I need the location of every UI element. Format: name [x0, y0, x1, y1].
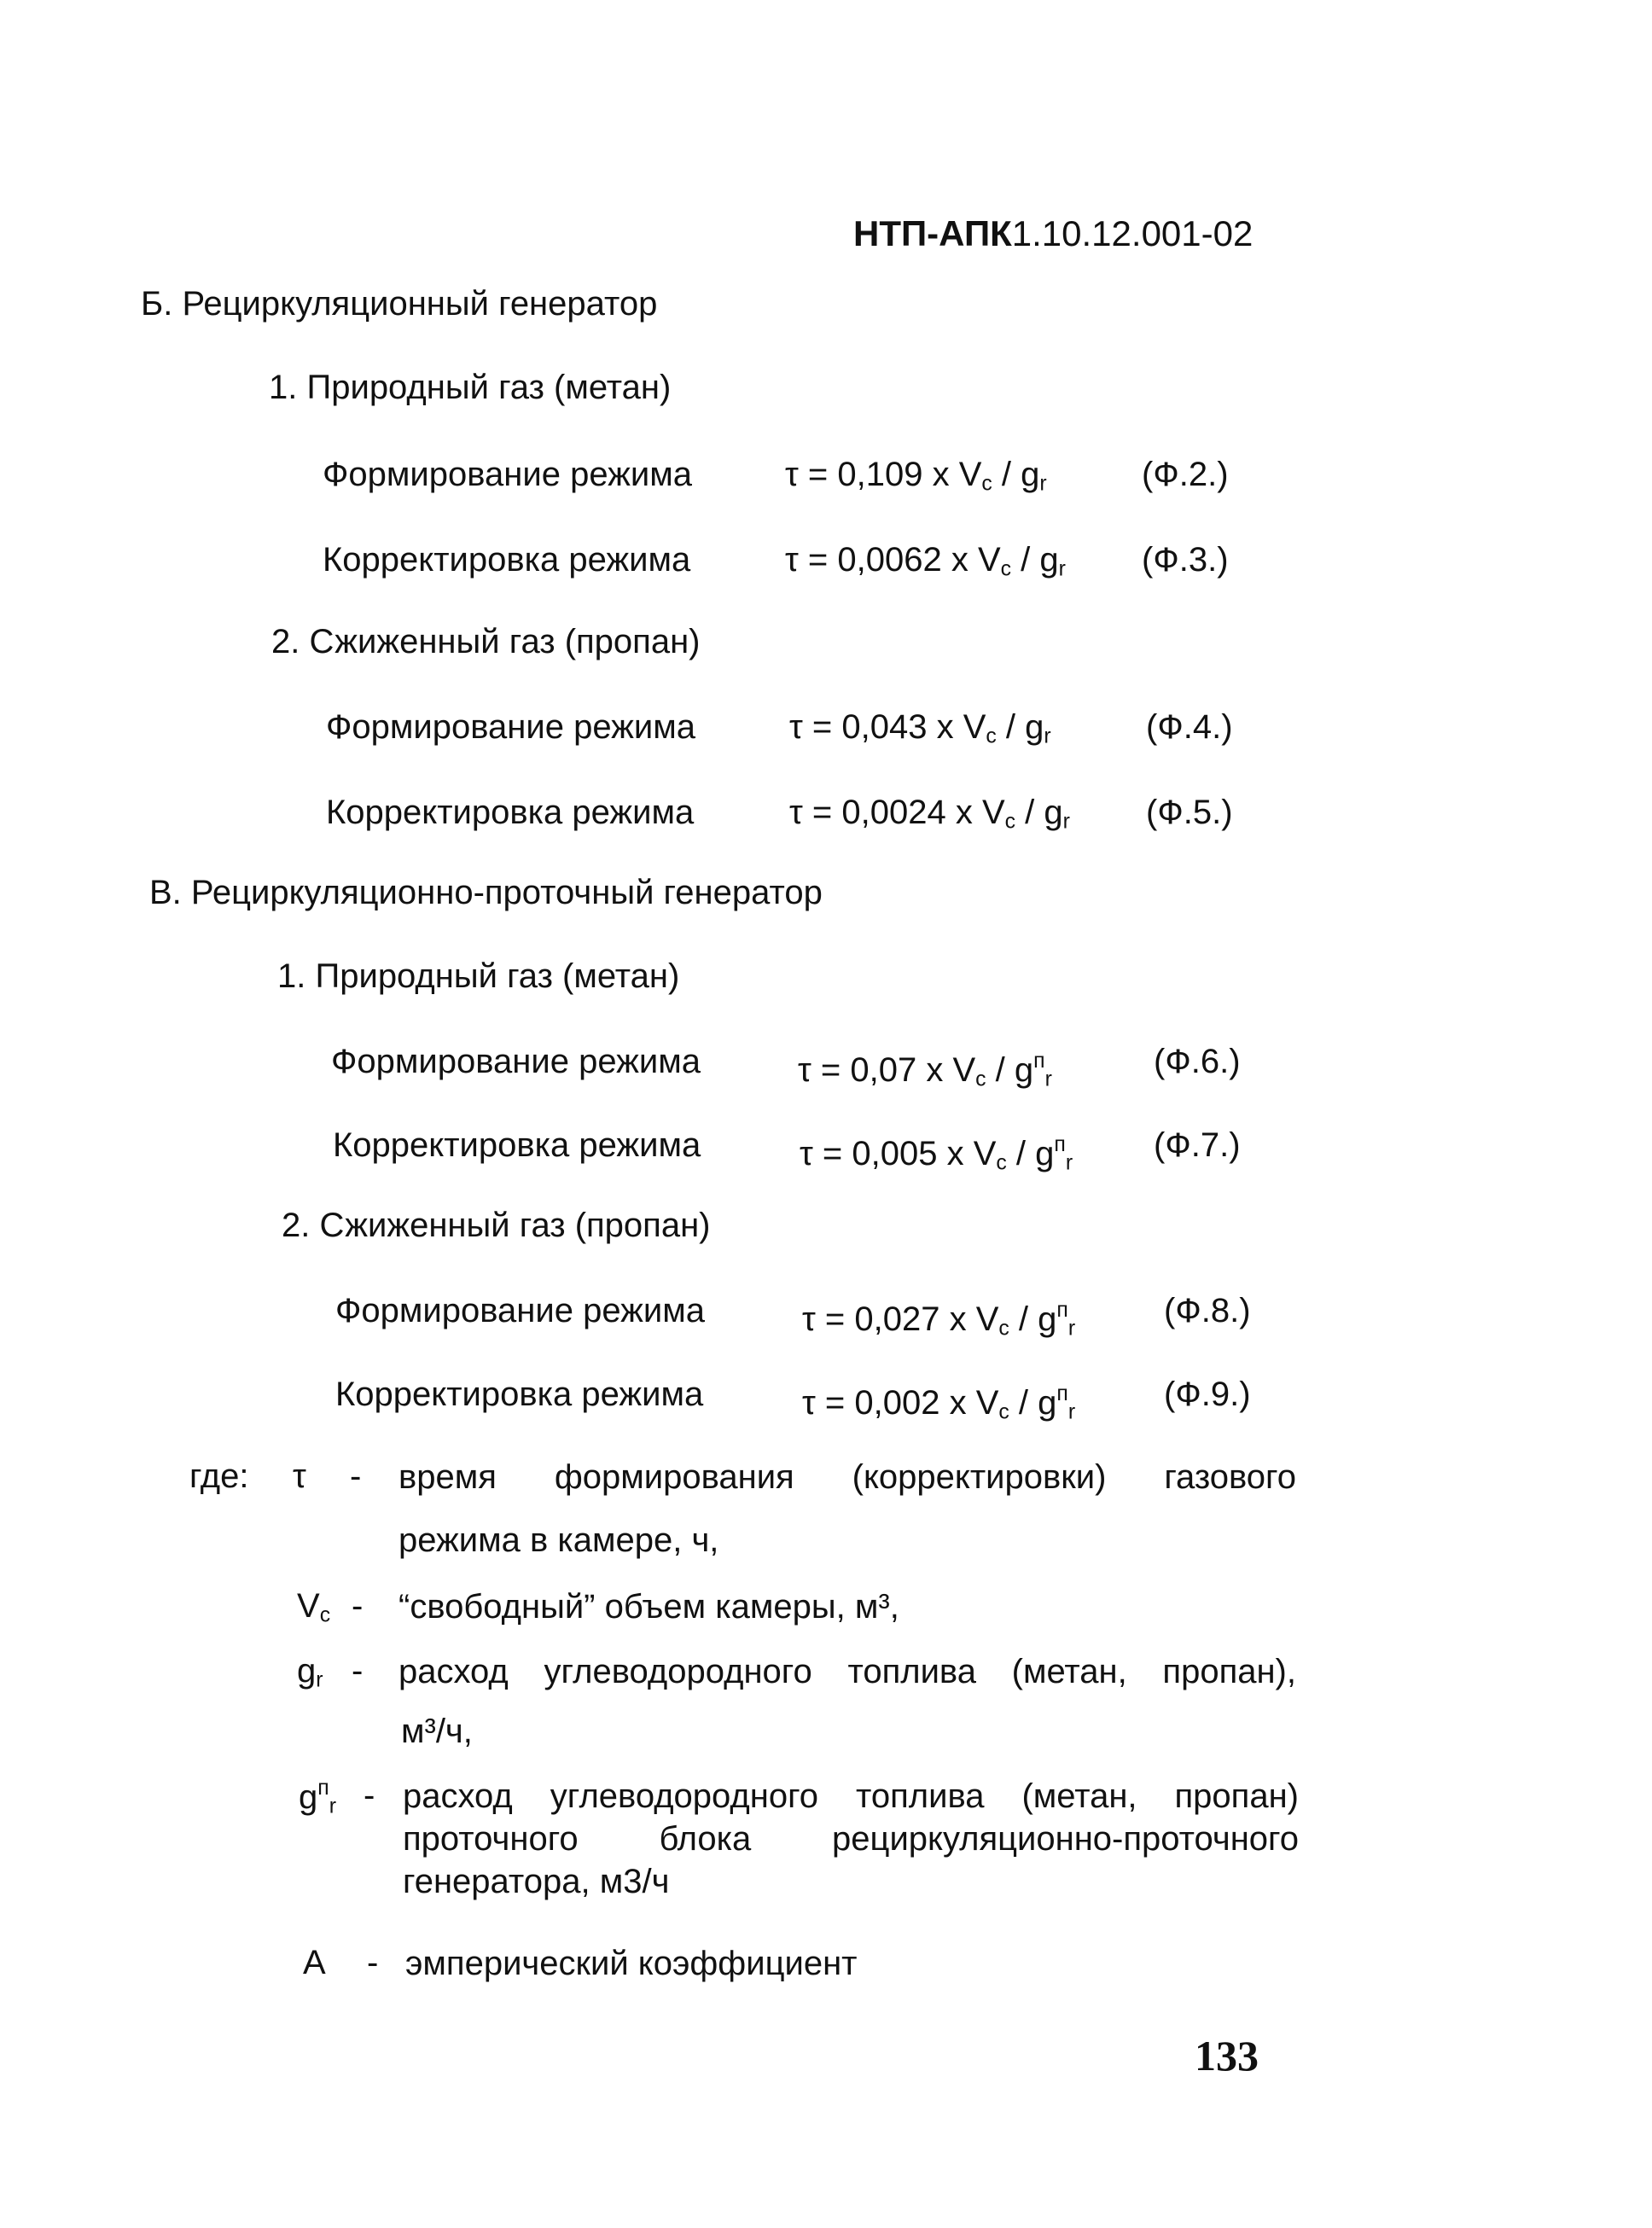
- legend-dash: -: [352, 1652, 364, 1690]
- legend-symbol-subscript: c: [319, 1603, 331, 1627]
- legend-dash: -: [367, 1944, 379, 1981]
- legend-description: режима в камере, ч,: [398, 1521, 719, 1559]
- legend-symbol-subscript: r: [316, 1668, 323, 1692]
- row-label: Формирование режима: [331, 1043, 701, 1080]
- formula-subscript: r: [1058, 557, 1066, 581]
- legend-symbol-subscript: r: [329, 1795, 336, 1818]
- page-number: 133: [1195, 2032, 1259, 2080]
- section-title: Б. Рециркуляционный генератор: [141, 285, 658, 323]
- formula-ref: (Ф.4.): [1146, 708, 1233, 746]
- formula-text: τ = 0,109 x V: [785, 456, 982, 493]
- formula-subscript: r: [1062, 810, 1070, 834]
- row-label: Корректировка режима: [323, 541, 691, 579]
- legend-symbol-main: g: [297, 1652, 317, 1690]
- legend-dash: -: [350, 1457, 362, 1495]
- formula-subscript: c: [1004, 810, 1016, 834]
- formula-ref: (Ф.5.): [1146, 794, 1233, 831]
- formula-text: τ = 0,002 x V: [802, 1384, 999, 1422]
- legend-description: расход углеводородного топлива (метан, пропан),: [398, 1653, 1296, 1690]
- group-title: 2. Сжиженный газ (пропан): [271, 623, 701, 660]
- legend-description: “свободный” объем камеры, м³,: [398, 1588, 899, 1626]
- formula-subscript: c: [998, 1317, 1009, 1341]
- document-code-prefix: НТП-АПК: [853, 213, 1012, 253]
- formula-text: / g: [986, 1051, 1034, 1090]
- formula-subscript: c: [996, 1151, 1007, 1175]
- legend-symbol-superscript: п: [317, 1777, 329, 1800]
- group-title: 1. Природный газ (метан): [277, 957, 680, 995]
- group-title: 2. Сжиженный газ (пропан): [282, 1207, 711, 1244]
- formula-subscript: r: [1044, 724, 1051, 748]
- formula-subscript: c: [1000, 557, 1012, 581]
- legend-description: расход углеводородного топлива (метан, пропан): [403, 1777, 1299, 1815]
- row-label: Корректировка режима: [333, 1126, 701, 1164]
- formula-subscript: r: [1065, 1151, 1073, 1175]
- formula-ref: (Ф.2.): [1142, 456, 1229, 493]
- formula-subscript: c: [986, 724, 997, 748]
- formula: [789, 792, 1070, 842]
- legend-symbol: [299, 1777, 336, 1819]
- row-label: Формирование режима: [326, 708, 695, 746]
- legend-symbol: А: [303, 1944, 326, 1981]
- formula-text: τ = 0,0024 x V: [789, 794, 1005, 831]
- legend-description: время формирования (корректировки) газового: [398, 1458, 1296, 1496]
- section-title: В. Рециркуляционно-проточный генератор: [149, 874, 823, 911]
- formula-text: τ = 0,07 x V: [798, 1051, 976, 1090]
- formula-subscript: c: [981, 472, 992, 496]
- row-label: Формирование режима: [335, 1292, 705, 1329]
- formula-subscript: c: [998, 1400, 1009, 1424]
- legend-symbol-main: V: [297, 1587, 320, 1625]
- formula-text: τ = 0,005 x V: [800, 1135, 997, 1173]
- formula-text: / g: [1009, 1300, 1057, 1339]
- formula-ref: (Ф.7.): [1154, 1126, 1241, 1164]
- legend-symbol-main: g: [299, 1778, 318, 1817]
- legend-where-label: где:: [189, 1457, 249, 1495]
- legend-symbol: τ: [293, 1457, 306, 1495]
- formula-text: / g: [1006, 1135, 1055, 1173]
- formula-superscript: п: [1056, 1299, 1068, 1322]
- formula: [785, 539, 1066, 590]
- document-code: [853, 213, 1253, 254]
- legend-description: генератора, м3/ч: [403, 1863, 670, 1900]
- formula-ref: (Ф.3.): [1142, 541, 1229, 579]
- legend-symbol: [297, 1587, 330, 1627]
- formula: [802, 1290, 1075, 1350]
- formula: [802, 1374, 1075, 1434]
- formula-subscript: r: [1067, 1400, 1076, 1424]
- formula: [789, 707, 1051, 757]
- formula-subscript: r: [1039, 472, 1047, 496]
- formula-superscript: п: [1056, 1382, 1068, 1405]
- formula-subscript: r: [1044, 1067, 1052, 1091]
- formula-text: τ = 0,0062 x V: [785, 541, 1001, 579]
- formula-text: / g: [996, 708, 1044, 746]
- formula-text: / g: [1011, 541, 1059, 579]
- legend-description: м³/ч,: [401, 1713, 473, 1750]
- formula-superscript: п: [1054, 1133, 1066, 1156]
- formula-ref: (Ф.9.): [1164, 1376, 1251, 1413]
- legend-dash: -: [364, 1777, 375, 1814]
- formula-text: τ = 0,027 x V: [802, 1300, 999, 1339]
- formula-superscript: п: [1033, 1050, 1045, 1073]
- formula-text: τ = 0,043 x V: [789, 708, 986, 746]
- legend-description: эмперический коэффициент: [405, 1945, 858, 1982]
- group-title: 1. Природный газ (метан): [269, 369, 672, 406]
- document-code-number: 1.10.12.001-02: [1011, 213, 1254, 253]
- formula-text: / g: [992, 456, 1040, 493]
- legend-description: проточного блока рециркуляционно-проточного: [403, 1820, 1299, 1858]
- formula-text: / g: [1015, 794, 1063, 831]
- row-label: Корректировка режима: [335, 1376, 704, 1413]
- formula-subscript: r: [1067, 1317, 1076, 1341]
- row-label: Корректировка режима: [326, 794, 695, 831]
- formula-subscript: c: [975, 1067, 986, 1091]
- formula-text: / g: [1009, 1384, 1057, 1422]
- legend-symbol: [297, 1652, 323, 1692]
- formula-ref: (Ф.6.): [1154, 1043, 1241, 1080]
- formula: [800, 1125, 1073, 1184]
- formula: [785, 454, 1047, 504]
- formula-ref: (Ф.8.): [1164, 1292, 1251, 1329]
- legend-dash: -: [352, 1587, 364, 1625]
- formula: [798, 1041, 1052, 1101]
- row-label: Формирование режима: [323, 456, 692, 493]
